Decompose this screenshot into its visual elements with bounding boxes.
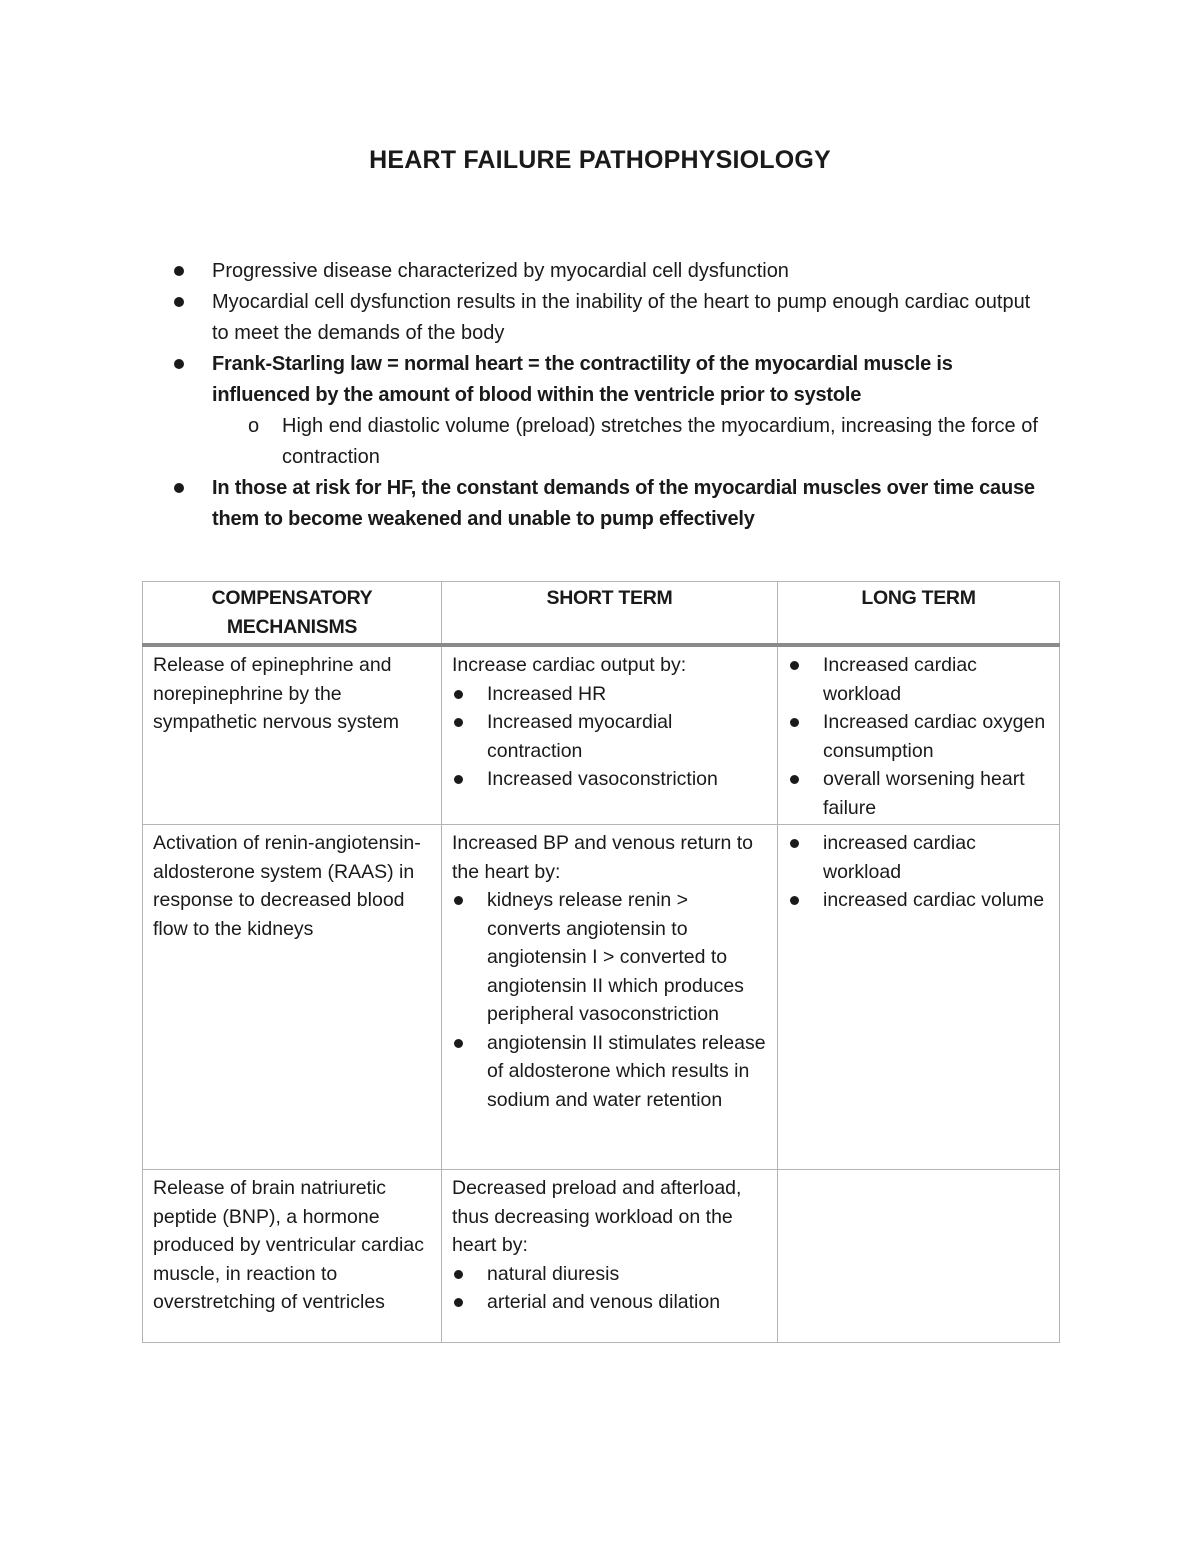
list-item (168, 256, 1048, 287)
sub-bullet-list (212, 411, 1048, 473)
bullet-icon (454, 1039, 463, 1048)
long-term-cell (778, 825, 1060, 1170)
short-term-list (452, 886, 767, 1114)
list-item (788, 651, 1049, 708)
mechanism-cell: Release of epinephrine and norepinephrine by the sympathetic nervous system (143, 645, 442, 825)
bullet-icon (790, 775, 799, 784)
list-item-text: overall worsening heart failure (823, 768, 1025, 819)
list-item-text: angiotensin II stimulates release of aldosterone which results in sodium and water retention (487, 1031, 766, 1111)
list-item-text: Increased vasoconstriction (487, 768, 718, 790)
list-item (452, 680, 767, 709)
mechanism-cell: Release of brain natriuretic peptide (BNP), a hormone produced by ventricular cardiac muscle, in reaction to overstretching of ventricles (143, 1170, 442, 1343)
bullet-icon (454, 690, 463, 699)
bullet-icon (454, 1270, 463, 1279)
list-item (452, 708, 767, 765)
list-item (452, 1260, 767, 1289)
list-item (168, 287, 1048, 349)
header-mechanisms: COMPENSATORY MECHANISMS (143, 582, 442, 646)
list-item-text: Increased cardiac workload (823, 654, 977, 705)
bullet-icon (790, 839, 799, 848)
bullet-icon (790, 718, 799, 727)
bullet-text: Frank-Starling law = normal heart = the contractility of the myocardial muscle is influenced by the amount of blood within the ventricle prior to systole (212, 353, 953, 406)
table-row (143, 645, 1060, 825)
short-term-intro: Increased BP and venous return to the heart by: (452, 832, 754, 883)
bullet-icon (174, 297, 184, 307)
list-item (788, 829, 1049, 886)
table-row (143, 1170, 1060, 1343)
list-item (168, 473, 1048, 535)
bullet-icon (790, 661, 799, 670)
short-term-list (452, 680, 767, 794)
circle-bullet-icon: o (248, 415, 260, 437)
bullet-icon (454, 896, 463, 905)
bullet-icon (454, 775, 463, 784)
bullet-text: In those at risk for HF, the constant demands of the myocardial muscles over time cause them to become weakened and unable to pump effectively (212, 477, 1035, 530)
bullet-text: Progressive disease characterized by myocardial cell dysfunction (212, 260, 789, 282)
sub-bullet-text: High end diastolic volume (preload) stretches the myocardium, increasing the force of contraction (282, 415, 1038, 468)
short-term-intro: Increase cardiac output by: (452, 654, 687, 676)
list-item (168, 349, 1048, 473)
table-row (143, 825, 1060, 1170)
list-item-text: Increased myocardial contraction (487, 711, 673, 762)
sub-list-item (212, 411, 1048, 473)
list-item (788, 886, 1049, 915)
list-item (452, 765, 767, 794)
bullet-icon (790, 896, 799, 905)
long-term-list (788, 829, 1049, 915)
list-item (452, 886, 767, 1029)
page-title: HEART FAILURE PATHOPHYSIOLOGY (369, 146, 831, 174)
bullet-icon (174, 483, 184, 493)
bullet-icon (454, 718, 463, 727)
short-term-cell (442, 1170, 778, 1343)
long-term-cell (778, 645, 1060, 825)
list-item-text: increased cardiac workload (823, 832, 976, 883)
table-header-row (143, 582, 1060, 646)
short-term-cell (442, 825, 778, 1170)
short-term-list (452, 1260, 767, 1317)
bullet-icon (454, 1298, 463, 1307)
list-item-text: natural diuresis (487, 1262, 620, 1285)
list-item (788, 708, 1049, 765)
list-item-text: Increased HR (487, 682, 607, 705)
list-item-text: increased cardiac volume (823, 889, 1045, 911)
short-term-cell (442, 645, 778, 825)
bullet-text: Myocardial cell dysfunction results in the inability of the heart to pump enough cardiac output to meet the demands of the body (212, 291, 1031, 344)
bullet-icon (174, 359, 184, 369)
list-item (452, 1288, 767, 1317)
long-term-list (788, 651, 1049, 822)
short-term-intro: Decreased preload and afterload, thus decreasing workload on the heart by: (452, 1177, 742, 1256)
list-item (788, 765, 1049, 822)
compensatory-mechanisms-table (142, 581, 1060, 1343)
bullet-icon (174, 266, 184, 276)
long-term-cell-empty (778, 1170, 1060, 1343)
list-item-text: arterial and venous dilation (487, 1291, 721, 1313)
list-item (452, 1029, 767, 1115)
intro-bullet-list (168, 256, 1048, 535)
list-item-text: Increased cardiac oxygen consumption (823, 711, 1046, 762)
mechanism-cell: Activation of renin-angiotensin-aldosterone system (RAAS) in response to decreased blood flow to the kidneys (143, 825, 442, 1170)
header-short-term: SHORT TERM (442, 582, 778, 646)
list-item-text: kidneys release renin > converts angiotensin to angiotensin I > converted to angiotensin II which produces peripheral vasoconstriction (487, 889, 744, 1025)
header-long-term: LONG TERM (778, 582, 1060, 646)
